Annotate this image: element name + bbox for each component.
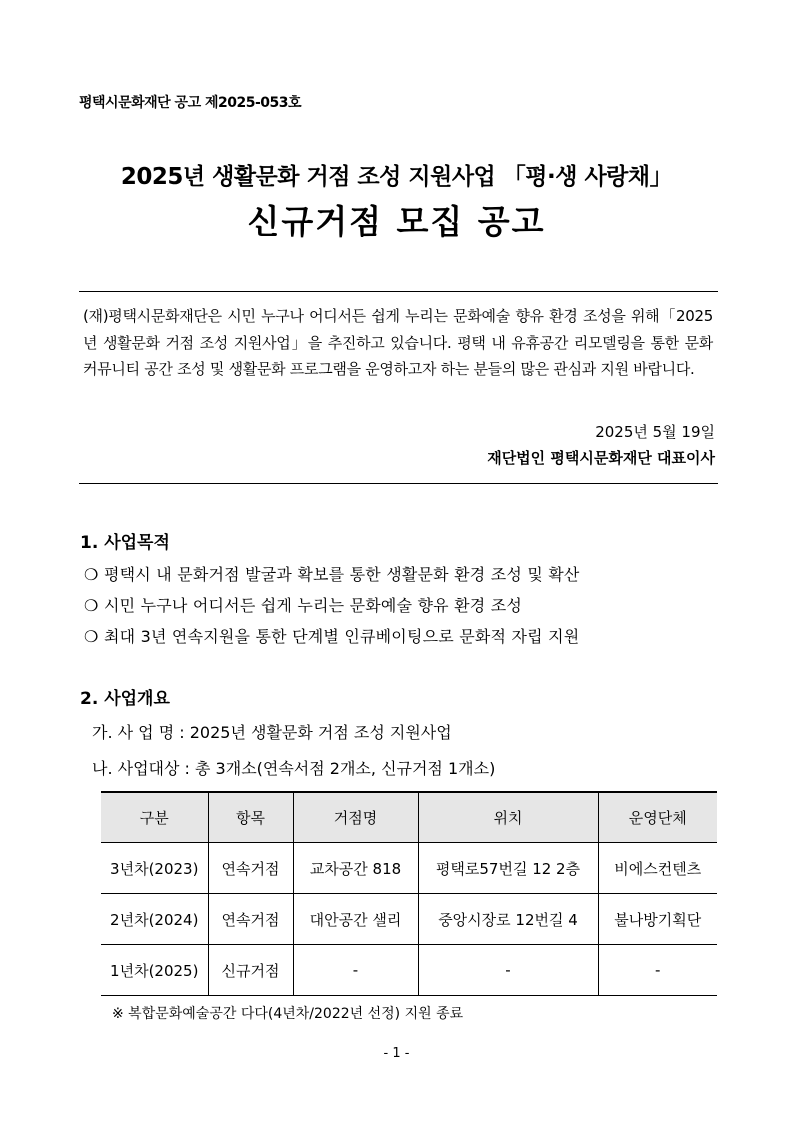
table-cell: 비에스컨텐츠: [598, 843, 717, 894]
project-target: 나. 사업대상 : 총 3개소(연속서점 2개소, 신규거점 1개소): [92, 759, 496, 778]
signature: 재단법인 평택시문화재단 대표이사: [487, 449, 715, 467]
circle-bullet-icon: ❍: [84, 627, 99, 646]
section-1-heading: 1. 사업목적: [80, 533, 170, 553]
table-cell: -: [598, 945, 717, 996]
table-note: ※ 복합문화예술공간 다다(4년차/2022년 선정) 지원 종료: [112, 1006, 464, 1022]
table-row: [101, 843, 717, 894]
title-line-1: 2025년 생활문화 거점 조성 지원사업 「평·생 사랑채」: [120, 164, 673, 190]
bottom-divider: [79, 483, 718, 484]
project-name: 가. 사 업 명 : 2025년 생활문화 거점 조성 지원사업: [92, 723, 452, 742]
title-line-2: 신규거점 모집 공고: [247, 202, 546, 241]
table-cell: 교차공간 818: [293, 843, 418, 894]
table-header-cell: 거점명: [293, 792, 418, 843]
top-divider: [79, 291, 718, 292]
purpose-item: [84, 562, 580, 585]
table-cell: 연속거점: [208, 894, 293, 945]
announcement-date: 2025년 5월 19일: [595, 423, 715, 441]
purpose-item-text: 시민 누구나 어디서든 쉽게 누리는 문화예술 향유 환경 조성: [104, 596, 523, 615]
table-header-cell: 구분: [101, 792, 208, 843]
intro-paragraph: (재)평택시문화재단은 시민 누구나 어디서든 쉽게 누리는 문화예술 향유 환경 조성을 위해「2025년 생활문화 거점 조성 지원사업」을 추진하고 있습니다. 평택 내 유휴공간 리모델링을 통한 문화 커뮤니티 공간 조성 및 생활문화 프로그램을 운영하고자 하는 분들의 많은 관심과 지원 바랍니다.: [83, 307, 713, 378]
table-cell: 3년차(2023): [101, 843, 208, 894]
table-cell: -: [293, 945, 418, 996]
table-header-cell: 운영단체: [598, 792, 717, 843]
table-header-row: [101, 792, 717, 843]
circle-bullet-icon: ❍: [84, 596, 99, 615]
purpose-item-text: 최대 3년 연속지원을 통한 단계별 인큐베이팅으로 문화적 자립 지원: [104, 627, 580, 646]
table-row: [101, 945, 717, 996]
table-cell: 신규거점: [208, 945, 293, 996]
page-number: - 1 -: [383, 1046, 410, 1061]
notice-number: 평택시문화재단 공고 제2025-053호: [79, 95, 302, 111]
table-cell: 평택로57번길 12 2층: [418, 843, 598, 894]
table-cell: 1년차(2025): [101, 945, 208, 996]
table-header-cell: 항목: [208, 792, 293, 843]
site-table: [101, 791, 717, 996]
circle-bullet-icon: ❍: [84, 565, 99, 584]
table-cell: -: [418, 945, 598, 996]
purpose-item-text: 평택시 내 문화거점 발굴과 확보를 통한 생활문화 환경 조성 및 확산: [104, 565, 580, 584]
table-cell: 대안공간 샐리: [293, 894, 418, 945]
purpose-item: [84, 593, 522, 616]
table-cell: 중앙시장로 12번길 4: [418, 894, 598, 945]
table-cell: 불나방기획단: [598, 894, 717, 945]
purpose-item: [84, 624, 579, 647]
table-cell: 연속거점: [208, 843, 293, 894]
table-header-cell: 위치: [418, 792, 598, 843]
table-row: [101, 894, 717, 945]
section-2-heading: 2. 사업개요: [80, 689, 170, 709]
table-cell: 2년차(2024): [101, 894, 208, 945]
